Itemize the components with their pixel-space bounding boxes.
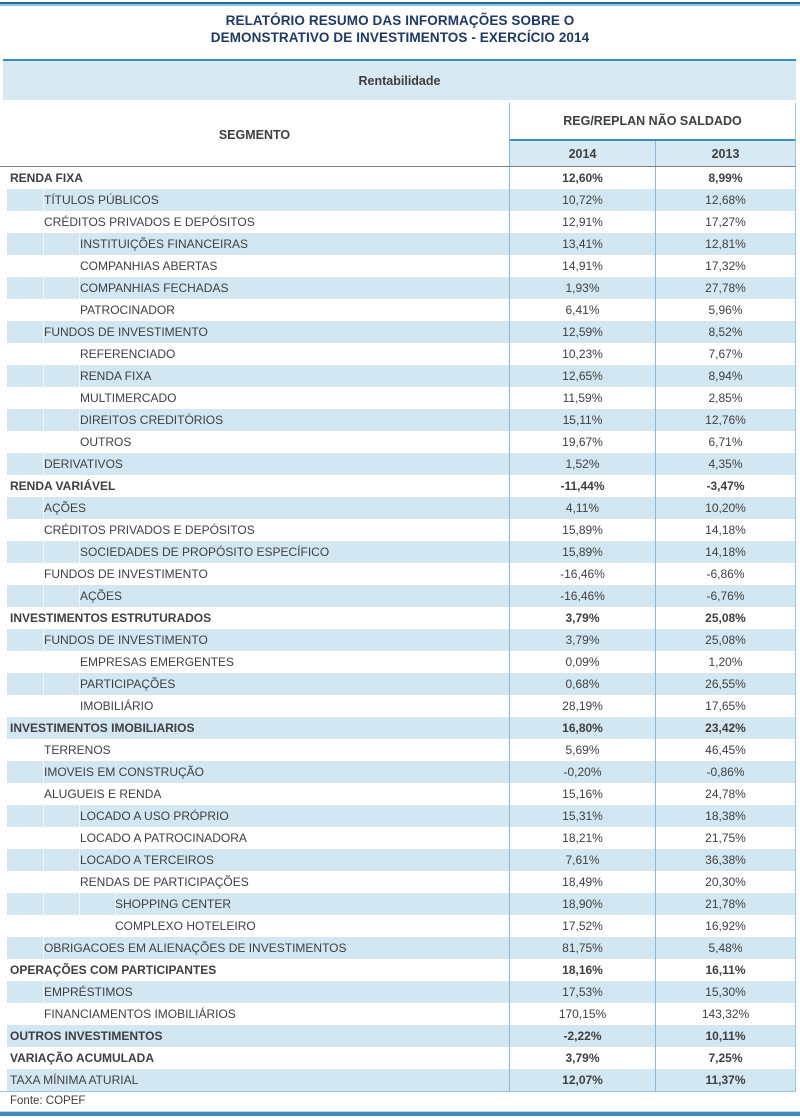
value-2014: 15,31% [510, 805, 656, 827]
table-row [0, 167, 795, 189]
value-2014: 11,59% [510, 387, 656, 409]
value-2013: 12,81% [656, 233, 795, 255]
segment-label: AÇÕES [0, 585, 510, 607]
value-2013: 2,85% [708, 391, 743, 405]
value-2013: -3,47% [706, 479, 745, 493]
value-2013: 46,45% [705, 743, 746, 757]
value-2013: -6,86% [706, 567, 745, 581]
page-title-line2: DEMONSTRATIVO DE INVESTIMENTOS - EXERCÍCIO 2014 [210, 30, 590, 45]
value-2014: 17,52% [510, 915, 656, 937]
segment-label: OUTROS [0, 431, 510, 453]
table-row [0, 871, 795, 893]
value-2013: 10,11% [656, 1025, 795, 1047]
table-row [0, 783, 795, 805]
table-row [0, 211, 795, 233]
segment-label: RENDA FIXA [0, 167, 510, 189]
value-2014: 5,69% [510, 739, 656, 761]
value-2014: 18,49% [510, 871, 656, 893]
value-2013: 1,20% [708, 655, 743, 669]
segment-label: TAXA MÍNIMA ATURIAL [0, 1069, 510, 1091]
segment-label: LOCADO A PATROCINADORA [0, 827, 510, 849]
value-2013: 24,78% [705, 787, 746, 801]
table-row [0, 629, 795, 651]
table-row [0, 189, 795, 211]
value-2014: 1,52% [510, 453, 656, 475]
segment-label: INVESTIMENTOS IMOBILIARIOS [0, 717, 510, 739]
table-row [0, 1047, 795, 1069]
segment-label: TERRENOS [0, 739, 510, 761]
segment-label: RENDA FIXA [0, 365, 510, 387]
value-2014: 1,93% [510, 277, 656, 299]
segment-label: RENDA VARIÁVEL [0, 475, 510, 497]
value-2014: 15,16% [510, 783, 656, 805]
table-row [0, 915, 795, 937]
segment-label: FUNDOS DE INVESTIMENTO [0, 563, 510, 585]
top-divider [0, 2, 800, 6]
value-2014: 3,79% [510, 607, 656, 629]
segment-label: CRÉDITOS PRIVADOS E DEPÓSITOS [0, 519, 510, 541]
segment-label: ALUGUEIS E RENDA [0, 783, 510, 805]
value-2013: 14,18% [705, 523, 746, 537]
value-2014: 6,41% [510, 299, 656, 321]
value-2013: 15,30% [656, 981, 795, 1003]
table-row [0, 893, 795, 915]
segment-label: FUNDOS DE INVESTIMENTO [0, 629, 510, 651]
value-2014: 18,21% [510, 827, 656, 849]
table-row [0, 519, 795, 541]
value-2013: 20,30% [705, 875, 746, 889]
value-2014: 13,41% [510, 233, 656, 255]
segment-label: TÍTULOS PÚBLICOS [0, 189, 510, 211]
table-header [0, 103, 796, 167]
segment-label: RENDAS DE PARTICIPAÇÕES [0, 871, 510, 893]
table-row [0, 981, 795, 1003]
table-row [0, 695, 795, 717]
segment-label: PATROCINADOR [0, 299, 510, 321]
value-2013: 5,48% [656, 937, 795, 959]
value-2014: 170,15% [510, 1003, 656, 1025]
segment-label: OBRIGACOES EM ALIENAÇÕES DE INVESTIMENTOS [0, 937, 510, 959]
value-2013: 16,11% [705, 963, 746, 977]
table-row [0, 343, 795, 365]
value-2014: -16,46% [510, 563, 656, 585]
segment-label: AÇÕES [0, 497, 510, 519]
value-2014: 15,11% [510, 409, 656, 431]
table-row [0, 387, 795, 409]
table-body [0, 167, 796, 1092]
source-note: Fonte: COPEF [10, 1095, 86, 1107]
value-2013: 7,25% [708, 1051, 743, 1065]
segment-label: PARTICIPAÇÕES [0, 673, 510, 695]
value-2013: 8,99% [708, 171, 743, 185]
value-2014: 16,80% [510, 717, 656, 739]
table-row [0, 497, 795, 519]
value-2013: 26,55% [656, 673, 795, 695]
segment-label: MULTIMERCADO [0, 387, 510, 409]
rentabilidade-band [3, 59, 796, 100]
value-2014: 4,11% [510, 497, 656, 519]
segment-label: COMPANHIAS ABERTAS [0, 255, 510, 277]
segment-label: VARIAÇÃO ACUMULADA [0, 1047, 510, 1069]
segment-label: REFERENCIADO [0, 343, 510, 365]
rentabilidade-label: Rentabilidade [358, 73, 441, 88]
table-row [0, 321, 795, 343]
table-row [0, 299, 795, 321]
value-2014: 28,19% [510, 695, 656, 717]
segment-label: FUNDOS DE INVESTIMENTO [0, 321, 510, 343]
table-row [0, 827, 795, 849]
value-2013: 11,37% [656, 1069, 795, 1091]
value-2013: 17,32% [705, 259, 746, 273]
value-2014: 12,91% [510, 211, 656, 233]
table-row [0, 277, 795, 299]
value-2014: -16,46% [510, 585, 656, 607]
page-title-line1: RELATÓRIO RESUMO DAS INFORMAÇÕES SOBRE O [225, 13, 575, 28]
value-2013: 8,52% [656, 321, 795, 343]
value-2014: 10,23% [510, 343, 656, 365]
table-row [0, 651, 795, 673]
segment-label: IMOVEIS EM CONSTRUÇÃO [0, 761, 510, 783]
value-2014: 81,75% [510, 937, 656, 959]
table-row [0, 937, 795, 959]
table-row [0, 453, 795, 475]
value-2013: 6,71% [708, 435, 743, 449]
table-row [0, 255, 795, 277]
segment-label: LOCADO A USO PRÓPRIO [0, 805, 510, 827]
segment-label: OPERAÇÕES COM PARTICIPANTES [0, 959, 510, 981]
value-2014: 15,89% [510, 541, 656, 563]
value-2013: 18,38% [656, 805, 795, 827]
segment-label: CRÉDITOS PRIVADOS E DEPÓSITOS [0, 211, 510, 233]
table-row [0, 1025, 795, 1047]
value-2013: 17,65% [705, 699, 746, 713]
value-2014: 12,07% [510, 1069, 656, 1091]
table-row [0, 541, 795, 563]
table-row [0, 717, 795, 739]
value-2013: 8,94% [656, 365, 795, 387]
value-2013: 10,20% [656, 497, 795, 519]
table-row [0, 849, 795, 871]
value-2013: 12,68% [656, 189, 795, 211]
segment-label: EMPRESAS EMERGENTES [0, 651, 510, 673]
segment-label: SHOPPING CENTER [0, 893, 510, 915]
value-2014: 3,79% [510, 629, 656, 651]
value-2013: 23,42% [656, 717, 795, 739]
value-2013: 25,08% [656, 629, 795, 651]
table-row [0, 475, 795, 497]
bottom-divider [0, 1111, 800, 1116]
column-header-2013: 2013 [656, 141, 795, 166]
value-2013: 27,78% [656, 277, 795, 299]
value-2013: 36,38% [656, 849, 795, 871]
table-row [0, 1069, 795, 1091]
table-row [0, 739, 795, 761]
segment-label: INVESTIMENTOS ESTRUTURADOS [0, 607, 510, 629]
value-2013: -6,76% [656, 585, 795, 607]
segment-label: FINANCIAMENTOS IMOBILIÁRIOS [0, 1003, 510, 1025]
value-2014: 17,53% [510, 981, 656, 1003]
segment-label: DIREITOS CREDITÓRIOS [0, 409, 510, 431]
group-column-header: REG/REPLAN NÃO SALDADO [510, 103, 795, 141]
value-2013: 7,67% [708, 347, 743, 361]
value-2014: 7,61% [510, 849, 656, 871]
value-2013: 5,96% [708, 303, 743, 317]
table-row [0, 409, 795, 431]
value-2014: 15,89% [510, 519, 656, 541]
value-2014: 12,60% [510, 167, 656, 189]
value-2014: -11,44% [510, 475, 656, 497]
value-2013: 21,75% [705, 831, 746, 845]
table-row [0, 673, 795, 695]
value-2014: 18,90% [510, 893, 656, 915]
segment-label: SOCIEDADES DE PROPÓSITO ESPECÍFICO [0, 541, 510, 563]
table-row [0, 233, 795, 255]
segment-label: LOCADO A TERCEIROS [0, 849, 510, 871]
value-2013: 4,35% [656, 453, 795, 475]
value-2013: 12,76% [656, 409, 795, 431]
value-2014: 10,72% [510, 189, 656, 211]
value-2013: 16,92% [705, 919, 746, 933]
value-2014: -2,22% [510, 1025, 656, 1047]
table-row [0, 959, 795, 981]
value-2014: 14,91% [510, 255, 656, 277]
value-2014: 18,16% [510, 959, 656, 981]
value-2014: 12,59% [510, 321, 656, 343]
segment-label: EMPRÉSTIMOS [0, 981, 510, 1003]
table-row [0, 585, 795, 607]
segment-label: COMPANHIAS FECHADAS [0, 277, 510, 299]
table-row [0, 761, 795, 783]
value-2013: 21,78% [656, 893, 795, 915]
value-2013: -0,86% [656, 761, 795, 783]
value-2013: 143,32% [701, 1007, 750, 1021]
page-title [0, 12, 800, 46]
segment-label: DERIVATIVOS [0, 453, 510, 475]
value-2014: 3,79% [510, 1047, 656, 1069]
value-2013: 17,27% [705, 215, 746, 229]
value-2013: 14,18% [656, 541, 795, 563]
segment-label: INSTITUIÇÕES FINANCEIRAS [0, 233, 510, 255]
value-2014: 19,67% [510, 431, 656, 453]
table-row [0, 365, 795, 387]
table-row [0, 563, 795, 585]
table-row [0, 1003, 795, 1025]
table-row [0, 607, 795, 629]
column-header-2014: 2014 [510, 141, 656, 166]
segment-label: COMPLEXO HOTELEIRO [0, 915, 510, 937]
value-2013: 25,08% [705, 611, 746, 625]
value-2014: -0,20% [510, 761, 656, 783]
segment-label: IMOBILIÁRIO [0, 695, 510, 717]
table-row [0, 805, 795, 827]
value-2014: 12,65% [510, 365, 656, 387]
value-2014: 0,09% [510, 651, 656, 673]
segment-label: OUTROS INVESTIMENTOS [0, 1025, 510, 1047]
value-2014: 0,68% [510, 673, 656, 695]
segment-column-header: SEGMENTO [0, 103, 510, 166]
table-row [0, 431, 795, 453]
